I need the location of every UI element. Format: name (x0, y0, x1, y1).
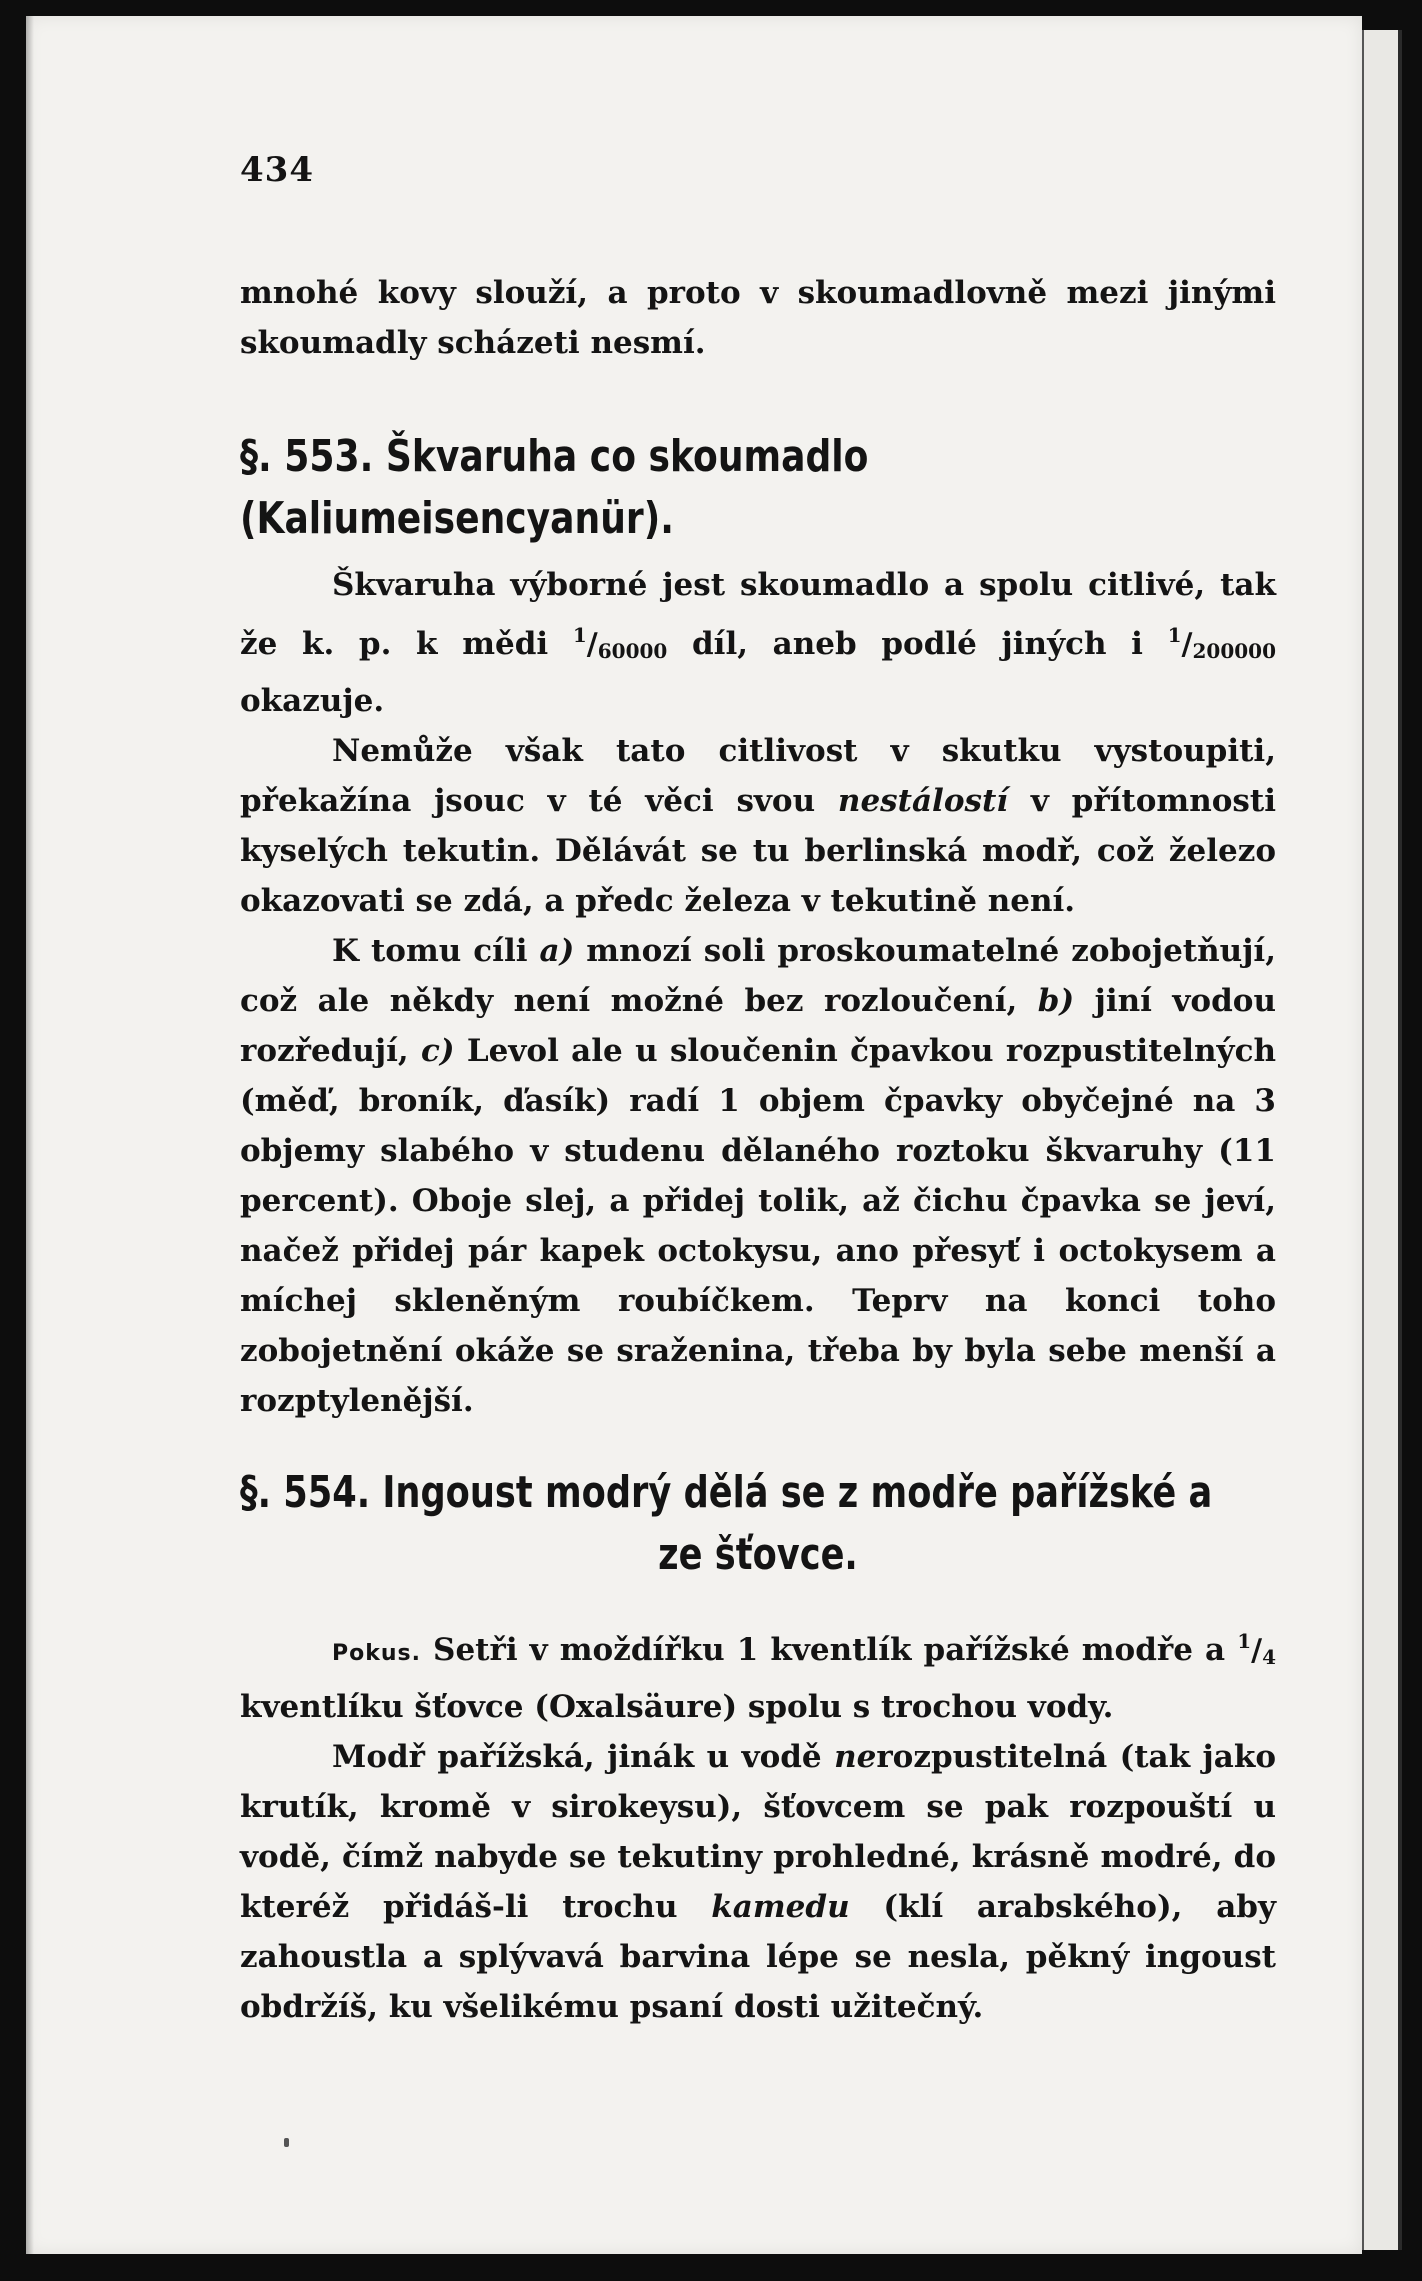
section-554-paragraph-1 (240, 1616, 1276, 1732)
text-run: Modř pařížská, jinák u vodě (332, 1739, 835, 1775)
list-marker-b: b) (1037, 983, 1075, 1019)
fraction-1-200000 (1167, 623, 1276, 663)
italic-emphasis: ne (834, 1739, 877, 1775)
fraction-denominator: 4 (1262, 1645, 1276, 1669)
italic-emphasis: nestálostí (837, 783, 1009, 819)
page-spine-strip (1362, 30, 1398, 2250)
text-run: mnozí soli proskoumatelné zobojetňují, což ale někdy není možné bez rozloučení, (240, 933, 1276, 1019)
fraction-1-60000 (572, 623, 668, 663)
section-553-paragraph-2 (240, 726, 1276, 926)
text-run: K tomu cíli (332, 933, 540, 969)
fraction-slash: / (586, 627, 598, 662)
experiment-label: Pokus. (332, 1641, 421, 1666)
text-run: Škvaruha výborné jest skoumadlo a spolu citlivé, tak že k. p. k mědi (240, 567, 1276, 662)
text-run: v přítomnosti kyselých tekutin. Dělávát se tu berlinská modř, což železo okazovati se zdá, a předc železa v tekutině není. (240, 783, 1276, 919)
text-run: díl, aneb podlé jiných i (667, 626, 1168, 662)
italic-emphasis: kamedu (711, 1889, 850, 1925)
fraction-denominator: 60000 (597, 639, 668, 663)
text-run: (klí arabského), aby zahoustla a splývavá barvina lépe se nesla, pěkný ingoust obdržíš, ku všelikému psaní dosti užitečný. (240, 1889, 1276, 2025)
text-run: kventlíku šťovce (Oxalsäure) spolu s trochou vody. (240, 1689, 1114, 1725)
section-553-heading: §. 553. Škvaruha co skoumadlo (Kaliumeisencyanür). (240, 431, 869, 544)
fraction-1-4 (1237, 1629, 1276, 1669)
paper-speck (284, 2138, 289, 2147)
text-run: Setři v moždířku 1 kventlík pařížské modře a (420, 1632, 1238, 1668)
section-554-heading (240, 1462, 1276, 1586)
page-spine-edge (1398, 30, 1402, 2250)
section-553-paragraph-3 (240, 926, 1276, 1426)
list-marker-c: c) (421, 1033, 455, 1069)
text-run: okazuje. (240, 683, 385, 719)
text-run: Levol ale u sloučenin čpavkou rozpustitelných (měď, broník, ďasík) radí 1 objem čpavky obyčejné na 3 objemy slabého v studenu dělaného roztoku škvaruhy (11 percent). Oboje slej, a přidej tolik, až čichu čpavka se jeví, načež přidej pár kapek octokysu, ano přesyť i octokysem a míchej skleněným roubíčkem. Teprv na konci toho zobojetnění okáže se sraženina, třeba by byla sebe menší a rozptylenější. (240, 1033, 1276, 1419)
fraction-slash: / (1251, 1633, 1263, 1668)
section-553-paragraph-1 (240, 560, 1276, 726)
section-554-heading-line-1: §. 554. Ingoust modrý dělá se z modře pařížské a (240, 1467, 1213, 1518)
fraction-numerator: 1 (1237, 1629, 1252, 1653)
fraction-numerator: 1 (572, 623, 587, 647)
section-554-heading-line-2: ze šťovce. (658, 1529, 858, 1580)
text-run: jiní vodou rozředují, (240, 983, 1276, 1069)
page-text-block (240, 150, 1276, 2032)
page-number: 434 (240, 150, 314, 190)
intro-paragraph: mnohé kovy slouží, a proto v skoumadlovně mezi jinými skoumadly scházeti nesmí. (240, 275, 1276, 361)
fraction-numerator: 1 (1167, 623, 1182, 647)
text-run: rozpustitelná (tak jako krutík, kromě v sirokeysu), šťovcem se pak rozpouští u vodě, čímž nabyde se tekutiny prohledné, krásně modré, do kteréž přidáš-li trochu (240, 1739, 1276, 1925)
section-554 (240, 1462, 1276, 2032)
text-run: Nemůže však tato citlivost v skutku vystoupiti, překažína jsouc v té věci svou (240, 733, 1276, 819)
section-553 (240, 426, 1276, 1426)
fraction-slash: / (1181, 627, 1193, 662)
page-edge-shadow (26, 16, 34, 2254)
list-marker-a: a) (539, 933, 575, 969)
fraction-denominator: 200000 (1192, 639, 1276, 663)
section-554-paragraph-2 (240, 1732, 1276, 2032)
